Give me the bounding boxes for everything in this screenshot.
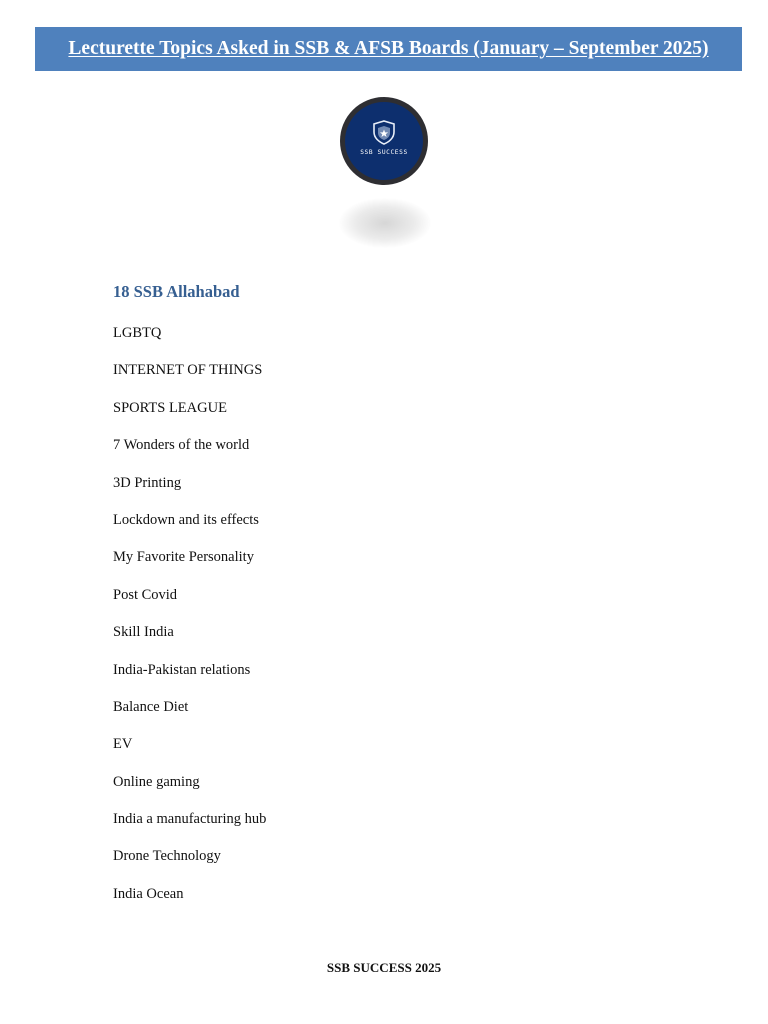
topic-item: LGBTQ <box>113 325 162 341</box>
logo-shadow <box>339 198 431 248</box>
topic-list <box>113 323 266 921</box>
section-heading: 18 SSB Allahabad <box>113 282 240 301</box>
topic-item: SPORTS LEAGUE <box>113 399 227 416</box>
topic-item: INTERNET OF THINGS <box>113 362 263 379</box>
ssb-success-logo <box>339 96 429 186</box>
logo-text: SSB SUCCESS <box>360 149 408 156</box>
topic-item: Skill India <box>113 624 174 641</box>
topic-item: Post Covid <box>113 586 178 603</box>
page-footer: SSB SUCCESS 2025 <box>326 960 442 975</box>
topic-item: EV <box>113 736 133 753</box>
topic-item: India-Pakistan relations <box>113 661 251 678</box>
topic-item: India a manufacturing hub <box>113 811 267 828</box>
topic-item: Balance Diet <box>113 698 189 715</box>
topic-item: Lockdown and its effects <box>113 511 259 528</box>
topic-item: India Ocean <box>113 885 184 902</box>
topic-item: Drone Technology <box>113 848 221 865</box>
topic-item: 7 Wonders of the world <box>113 437 250 454</box>
topic-item: My Favorite Personality <box>113 549 254 566</box>
title-banner <box>35 27 742 71</box>
logo-badge-icon <box>339 96 429 186</box>
topic-item: Online gaming <box>113 773 200 790</box>
topic-item: 3D Printing <box>113 474 182 491</box>
document-title: Lecturette Topics Asked in SSB & AFSB Boards (January – September 2025) <box>68 38 709 59</box>
